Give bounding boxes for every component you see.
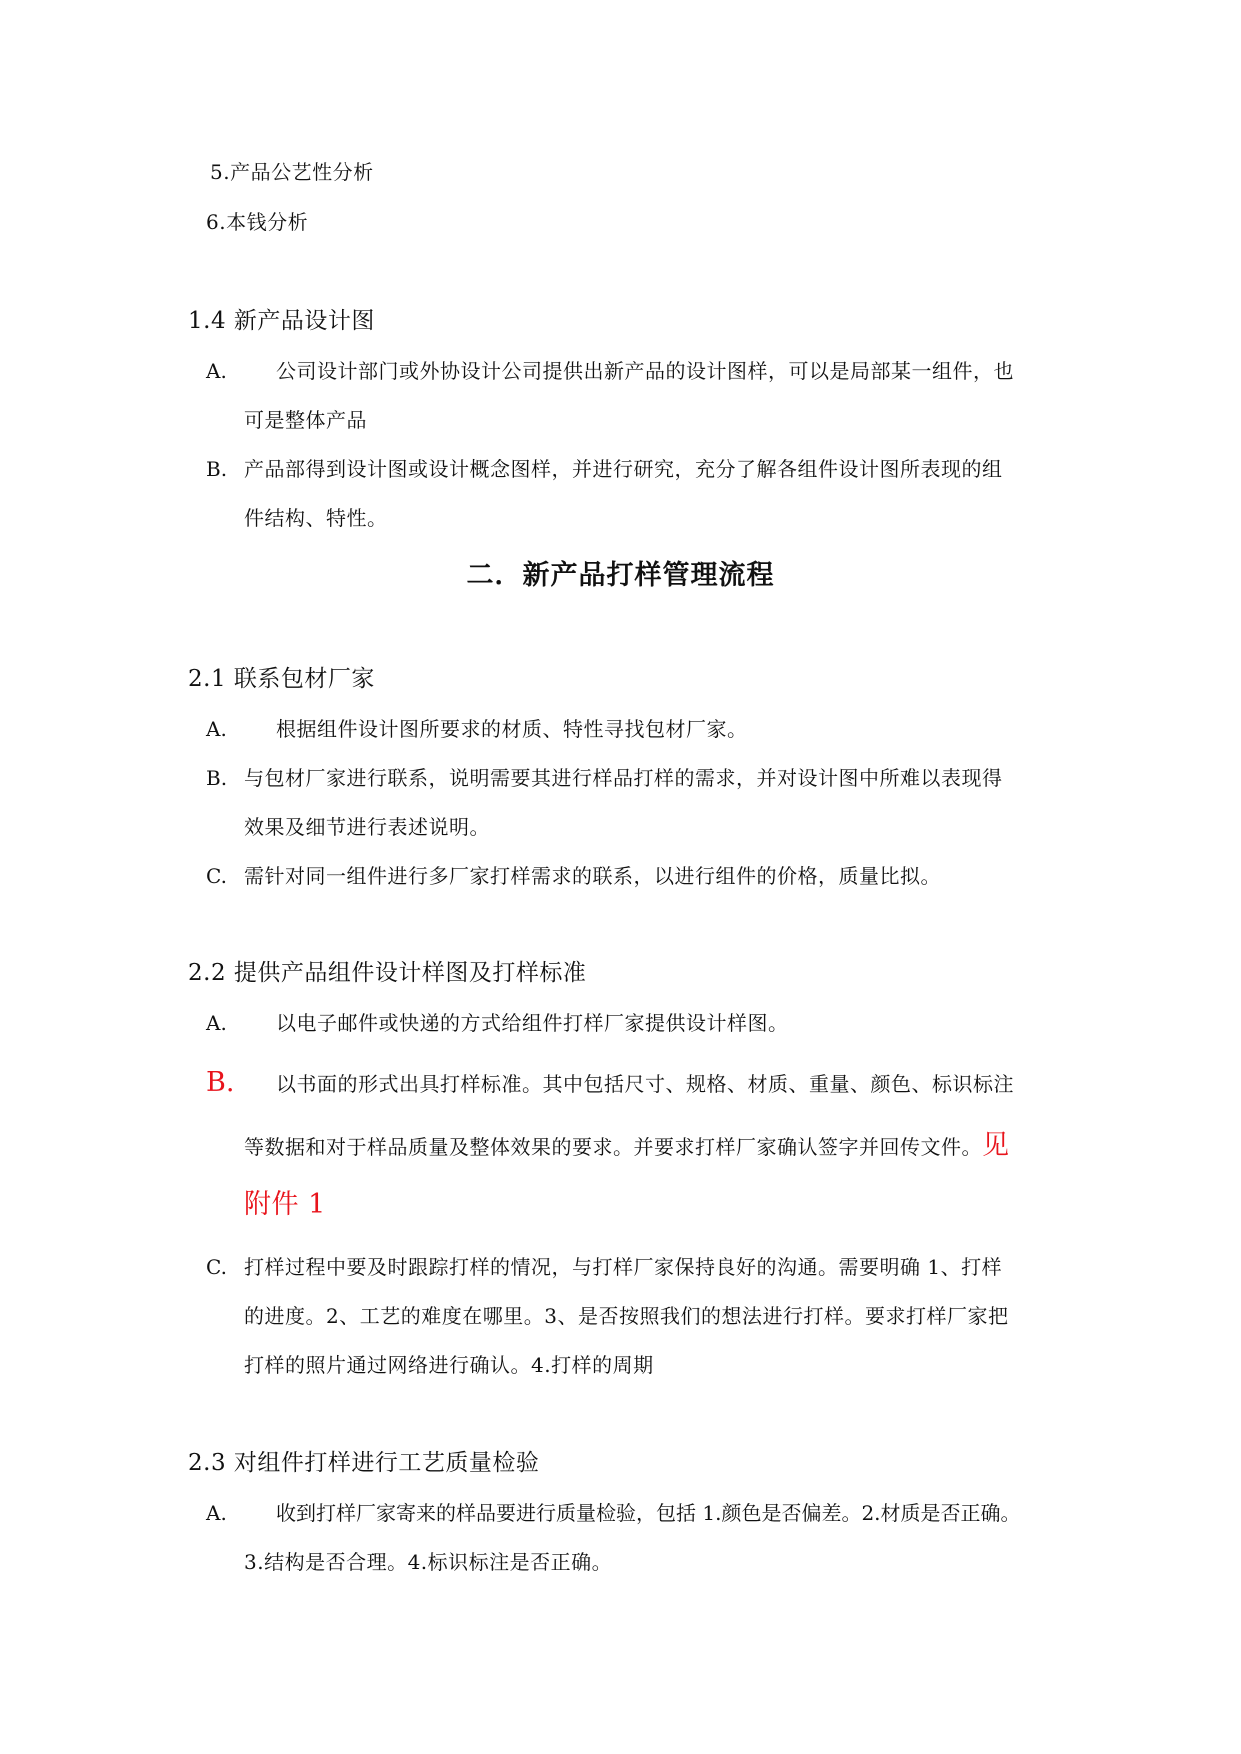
sec-2-2-a-marker: A. xyxy=(206,1011,227,1035)
sec-2-2-b-line2 xyxy=(244,1132,1010,1161)
sec-2-2-b-marker: B. xyxy=(206,1067,235,1098)
section-2-1-heading: 2.1 联系包材厂家 xyxy=(188,666,375,692)
sec-2-3-a-line1: 收到打样厂家寄来的样品要进行质量检验，包括 1.颜色是否偏差。2.材质是否正确。 xyxy=(276,1501,1021,1525)
attachment-reference-start: 见 xyxy=(982,1130,1010,1161)
section-2-3-heading: 2.3 对组件打样进行工艺质量检验 xyxy=(188,1450,540,1476)
sec-1-4-a-line2: 可是整体产品 xyxy=(244,408,367,432)
sec-2-3-a-line2: 3.结构是否合理。4.标识标注是否正确。 xyxy=(244,1550,613,1574)
sec-2-1-b-line2: 效果及细节进行表述说明。 xyxy=(244,815,490,839)
sec-2-2-c-line2: 的进度。2、工艺的难度在哪里。3、是否按照我们的想法进行打样。要求打样厂家把 xyxy=(244,1304,1009,1328)
sec-2-2-c-marker: C. xyxy=(206,1255,227,1279)
sec-1-4-b-line2: 件结构、特性。 xyxy=(244,506,388,530)
sec-2-1-a-line1: 根据组件设计图所要求的材质、特性寻找包材厂家。 xyxy=(276,717,748,741)
sec-1-4-a-line1: 公司设计部门或外协设计公司提供出新产品的设计图样，可以是局部某一组件，也 xyxy=(276,359,1014,383)
sec-1-4-a-marker: A. xyxy=(206,359,227,383)
list-item-5: 5.产品公艺性分析 xyxy=(210,160,374,184)
sec-2-1-a-marker: A. xyxy=(206,717,227,741)
sec-2-2-b-line1: 以书面的形式出具打样标准。其中包括尺寸、规格、材质、重量、颜色、标识标注 xyxy=(276,1072,1014,1096)
sec-2-2-c-line1: 打样过程中要及时跟踪打样的情况，与打样厂家保持良好的沟通。需要明确 1、打样 xyxy=(244,1255,1003,1279)
sec-2-3-a-marker: A. xyxy=(206,1501,227,1525)
sec-1-4-b-line1: 产品部得到设计图或设计概念图样，并进行研究，充分了解各组件设计图所表现的组 xyxy=(244,457,1003,481)
sec-2-1-b-marker: B. xyxy=(206,766,228,790)
section-1-4-heading: 1.4 新产品设计图 xyxy=(188,308,375,334)
attachment-reference: 附件 1 xyxy=(244,1189,326,1220)
list-item-6: 6.本钱分析 xyxy=(206,210,309,234)
sec-2-2-b-line2-text: 等数据和对于样品质量及整体效果的要求。并要求打样厂家确认签字并回传文件。 xyxy=(244,1135,982,1159)
sec-2-1-b-line1: 与包材厂家进行联系，说明需要其进行样品打样的需求，并对设计图中所难以表现得 xyxy=(244,766,1003,790)
sec-1-4-b-marker: B. xyxy=(206,457,228,481)
sec-2-2-c-line3: 打样的照片通过网络进行确认。4.打样的周期 xyxy=(244,1353,654,1377)
sec-2-1-c-line1: 需针对同一组件进行多厂家打样需求的联系，以进行组件的价格，质量比拟。 xyxy=(244,864,941,888)
section-2-2-heading: 2.2 提供产品组件设计样图及打样标准 xyxy=(188,960,587,986)
sec-2-1-c-marker: C. xyxy=(206,864,227,888)
chapter-title: 二．新产品打样管理流程 xyxy=(466,560,775,591)
sec-2-2-a-line1: 以电子邮件或快递的方式给组件打样厂家提供设计样图。 xyxy=(276,1011,789,1035)
